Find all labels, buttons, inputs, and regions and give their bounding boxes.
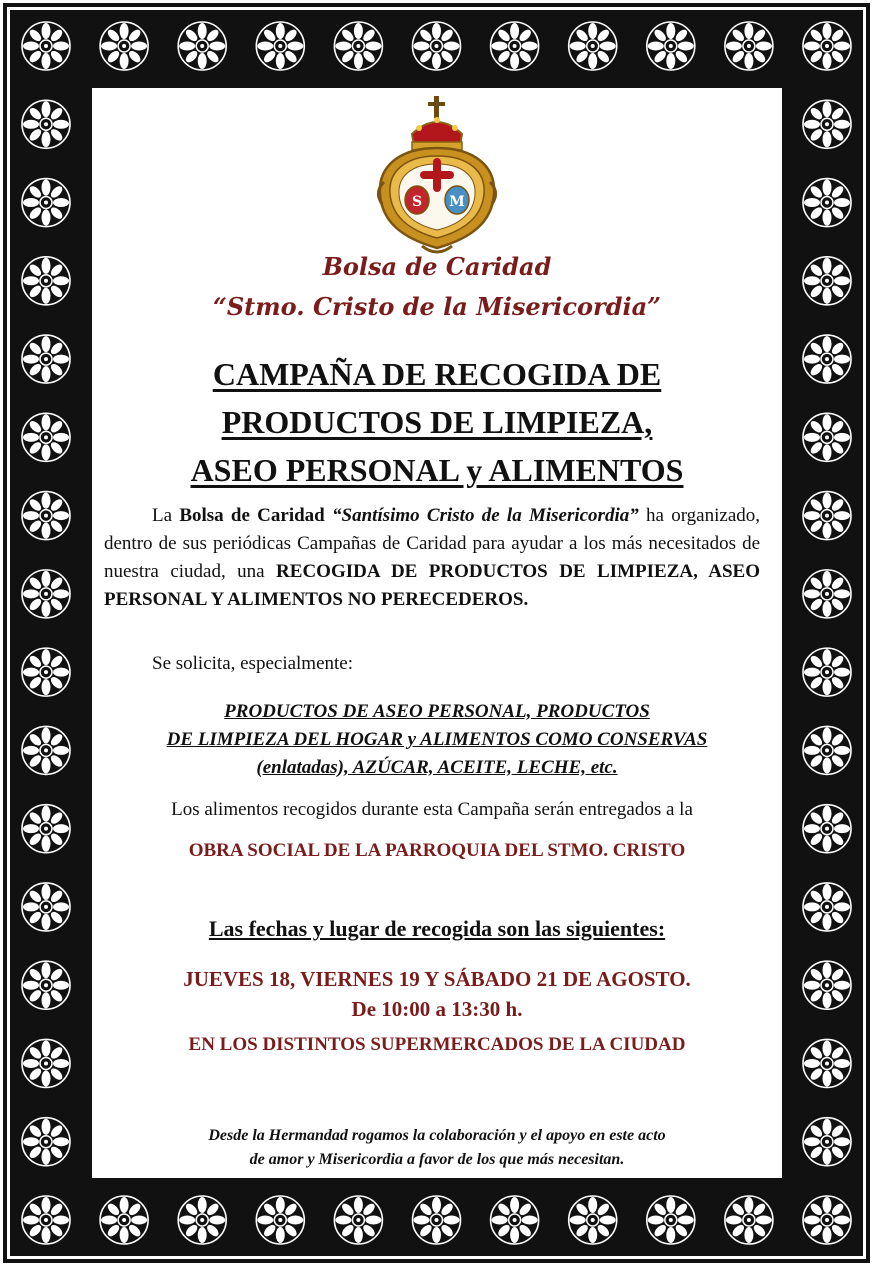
rosette-ornament (19, 19, 73, 73)
rosette-ornament (410, 19, 464, 73)
obra-social: OBRA SOCIAL DE LA PARROQUIA DEL STMO. CRISTO (188, 840, 686, 861)
request-text: Se solicita, especialmente: (152, 653, 354, 674)
rosette-ornament (175, 1193, 229, 1247)
dates-heading: Las fechas y lugar de recogida son las siguientes: (208, 916, 666, 941)
rosette-ornament (566, 19, 620, 73)
rosette-ornament (19, 1115, 73, 1169)
rosette-ornament (19, 1036, 73, 1090)
rosette-ornament (644, 19, 698, 73)
rosette-ornament (800, 1193, 854, 1247)
collection-place: EN LOS DISTINTOS SUPERMERCADOS DE LA CIUDAD (188, 1034, 686, 1055)
rosette-ornament (566, 1193, 620, 1247)
dates-line-1: JUEVES 18, VIERNES 19 Y SÁBADO 21 DE AGOSTO. (183, 967, 691, 991)
products-line-1: PRODUCTOS DE ASEO PERSONAL, PRODUCTOS (224, 701, 650, 722)
closing-message (92, 1124, 782, 1172)
rosette-ornament (331, 19, 385, 73)
rosette-ornament (19, 1193, 73, 1247)
rosette-ornament (800, 958, 854, 1012)
closing-line-1: Desde la Hermandad rogamos la colaboración y el apoyo en este acto (208, 1127, 666, 1144)
rosette-ornament (19, 176, 73, 230)
brotherhood-crest-icon (374, 96, 500, 256)
rosette-ornament (19, 958, 73, 1012)
rosette-ornament (410, 1193, 464, 1247)
rosette-ornament (800, 489, 854, 543)
rosette-ornament (253, 1193, 307, 1247)
intro-text-1: La (152, 505, 180, 526)
rosette-ornament (19, 254, 73, 308)
rosette-ornament (722, 19, 776, 73)
intro-text-3 (325, 505, 332, 526)
intro-cristo: “Santísimo Cristo de la Misericordia” (332, 505, 639, 526)
rosette-ornament (800, 802, 854, 856)
intro-paragraph (104, 502, 760, 614)
dates-line-2: De 10:00 a 13:30 h. (351, 997, 523, 1021)
rosette-ornament (800, 410, 854, 464)
delivered-text: Los alimentos recogidos durante esta Campaña serán entregados a la (171, 799, 693, 820)
rosette-ornament (800, 1036, 854, 1090)
title-line-1: CAMPAÑA DE RECOGIDA DE (212, 356, 662, 392)
rosette-ornament (175, 19, 229, 73)
requested-products (92, 698, 782, 782)
products-line-2: DE LIMPIEZA DEL HOGAR y ALIMENTOS COMO CONSERVAS (166, 729, 708, 750)
products-line-3: (enlatadas), AZÚCAR, ACEITE, LECHE, etc. (256, 757, 618, 778)
rosette-ornament (19, 97, 73, 151)
closing-line-2: de amor y Misericordia a favor de los que más necesitan. (249, 1151, 625, 1168)
rosette-ornament (488, 1193, 542, 1247)
rosette-ornament (19, 723, 73, 777)
rosette-ornament (19, 567, 73, 621)
rosette-ornament (800, 880, 854, 934)
rosette-ornament (800, 723, 854, 777)
rosette-ornament (488, 19, 542, 73)
title-line-3: ASEO PERSONAL y ALIMENTOS (190, 452, 684, 488)
rosette-ornament (800, 1115, 854, 1169)
rosette-ornament (253, 19, 307, 73)
rosette-ornament (800, 97, 854, 151)
rosette-ornament (800, 19, 854, 73)
intro-recogida: RECOGIDA DE PRODUCTOS DE LIMPIEZA, ASEO PERSONAL Y ALIMENTOS NO PERECEDEROS. (104, 561, 760, 610)
svg-text:M: M (449, 194, 465, 210)
rosette-ornament (722, 1193, 776, 1247)
rosette-ornament (97, 1193, 151, 1247)
svg-text:S: S (411, 194, 423, 210)
rosette-ornament (19, 410, 73, 464)
rosette-ornament (97, 19, 151, 73)
rosette-ornament (800, 567, 854, 621)
rosette-ornament (331, 1193, 385, 1247)
poster-content (92, 88, 782, 1178)
rosette-ornament (800, 645, 854, 699)
rosette-ornament (19, 802, 73, 856)
collection-dates (92, 964, 782, 1024)
header-line-1: Bolsa de Caridad (322, 252, 552, 281)
rosette-ornament (19, 645, 73, 699)
rosette-ornament (644, 1193, 698, 1247)
intro-bolsa: Bolsa de Caridad (179, 505, 325, 526)
rosette-ornament (19, 332, 73, 386)
intro-text-5: ha organizado, dentro de sus periódicas Campañas de Caridad para ayudar a los más necesitados de nuestra ciudad, una (104, 505, 761, 582)
campaign-title (92, 350, 782, 494)
title-line-2: PRODUCTOS DE LIMPIEZA, (221, 404, 653, 440)
rosette-ornament (800, 332, 854, 386)
rosette-ornament (800, 254, 854, 308)
header-line-2: “Stmo. Cristo de la Misericordia” (213, 292, 661, 321)
rosette-ornament (19, 880, 73, 934)
rosette-ornament (800, 176, 854, 230)
rosette-ornament (19, 489, 73, 543)
